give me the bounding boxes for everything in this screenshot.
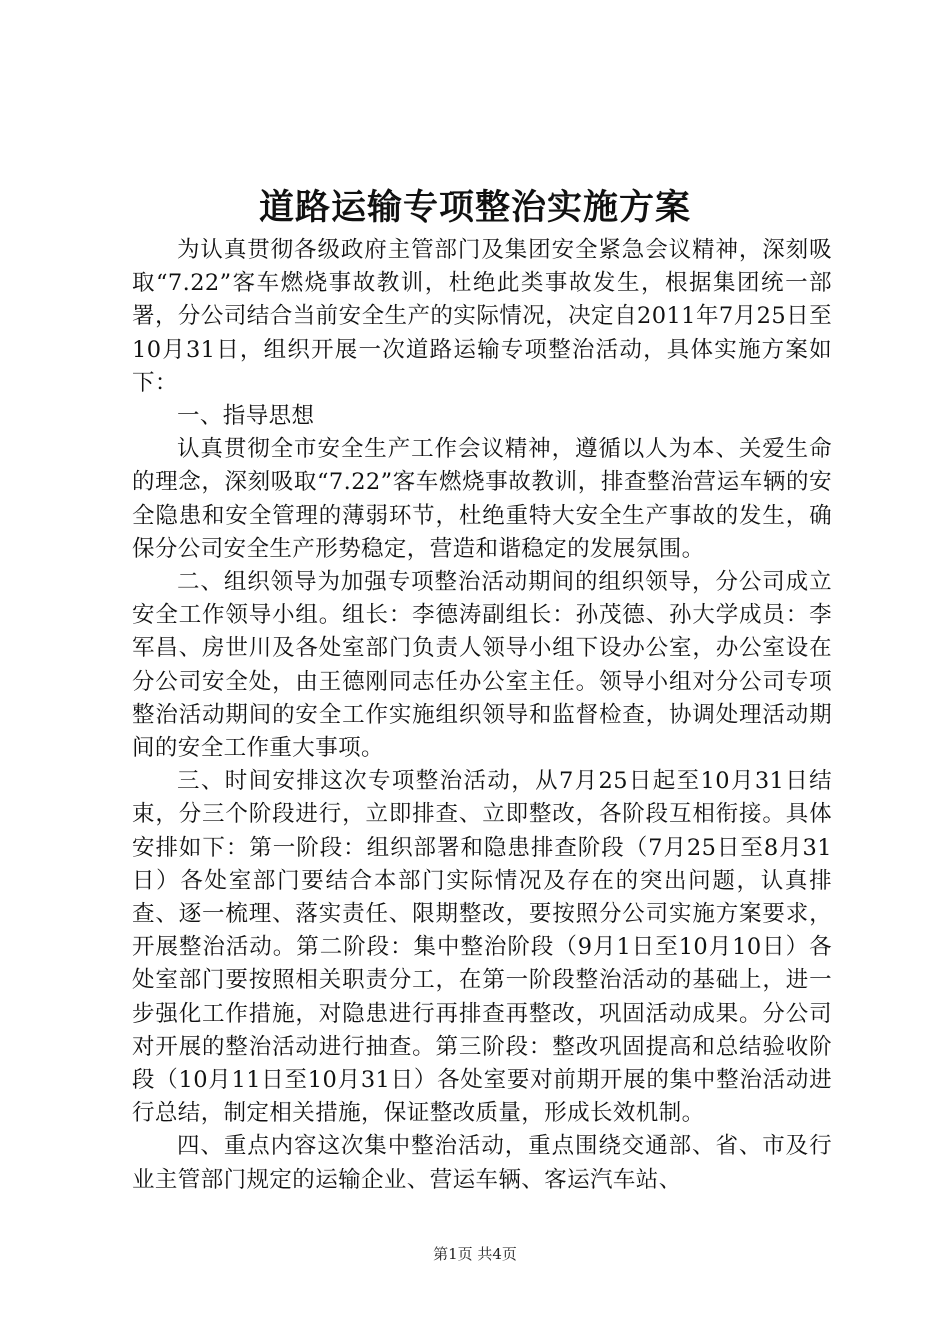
section-heading-guiding-thought: 一、指导思想 xyxy=(177,403,315,430)
intro-paragraph: 为认真贯彻各级政府主管部门及集团安全紧急会议精神，深刻吸取“7.22”客车燃烧事故教训，杜绝此类事故发生，根据集团统一部署，分公司结合当前安全生产的实际情况，决定自2011年7月25日至10月31日，组织开展一次道路运输专项整治活动，具体实施方案如下： xyxy=(132,237,832,396)
time-schedule-paragraph: 三、时间安排这次专项整治活动，从7月25日起至10月31日结束，分三个阶段进行，立即排查、立即整改，各阶段互相衔接。具体安排如下：第一阶段：组织部署和隐患排查阶段（7月25日至8月31日）各处室部门要结合本部门实际情况及存在的突出问题，认真排查、逐一梳理、落实责任、限期整改，要按照分公司实施方案要求，开展整治活动。第二阶段：集中整治阶段（9月1日至10月10日）各处室部门要按照相关职责分工，在第一阶段整治活动的基础上，进一步强化工作措施，对隐患进行再排查再整改，巩固活动成果。分公司对开展的整治活动进行抽查。第三阶段：整改巩固提高和总结验收阶段（10月11日至10月31日）各处室要对前期开展的集中整治活动进行总结，制定相关措施，保证整改质量，形成长效机制。 xyxy=(132,768,832,1127)
document-title: 道路运输专项整治实施方案 xyxy=(258,187,691,228)
guiding-thought-paragraph: 认真贯彻全市安全生产工作会议精神，遵循以人为本、关爱生命的理念，深刻吸取“7.22”客车燃烧事故教训，排查整治营运车辆的安全隐患和安全管理的薄弱环节，杜绝重特大安全生产事故的发生，确保分公司安全生产形势稳定，营造和谐稳定的发展氛围。 xyxy=(132,436,832,562)
page-footer: 第1页 共4页 xyxy=(433,1245,517,1263)
document-body xyxy=(132,234,832,1197)
key-content-paragraph: 四、重点内容这次集中整治活动，重点围绕交通部、省、市及行业主管部门规定的运输企业、营运车辆、客运汽车站、 xyxy=(132,1133,832,1193)
organization-leadership-paragraph: 二、组织领导为加强专项整治活动期间的组织领导，分公司成立安全工作领导小组。组长：李德涛副组长：孙茂德、孙大学成员：李军昌、房世川及各处室部门负责人领导小组下设办公室，办公室设在分公司安全处，由王德刚同志任办公室主任。领导小组对分公司专项整治活动期间的安全工作实施组织领导和监督检查，协调处理活动期间的安全工作重大事项。 xyxy=(132,569,832,762)
